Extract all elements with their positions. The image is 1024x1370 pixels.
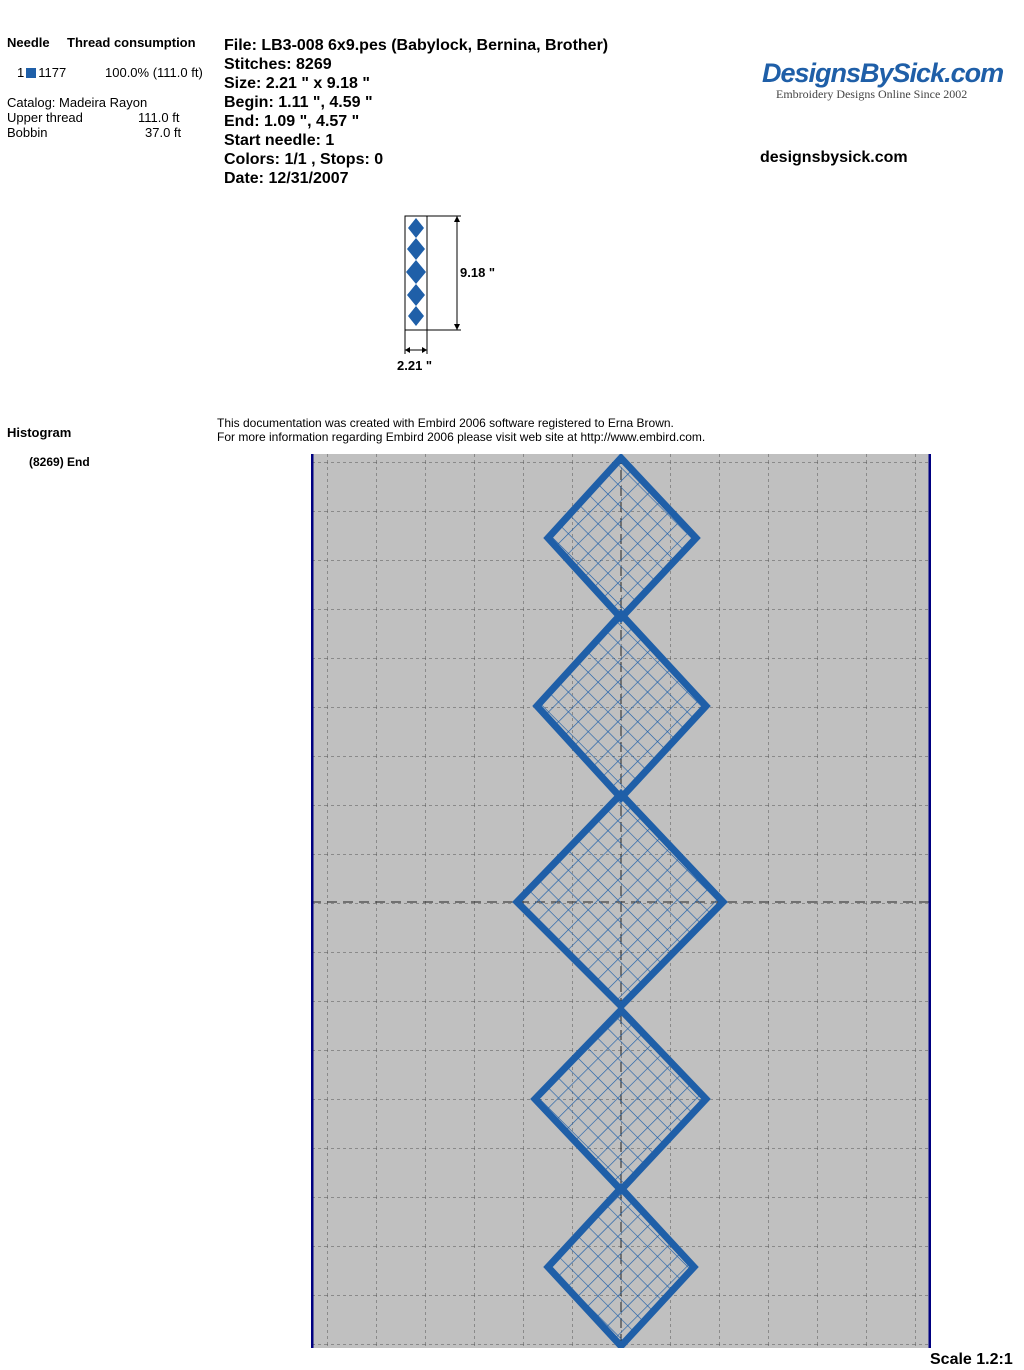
file-name: File: LB3-008 6x9.pes (Babylock, Bernina, Brother) <box>224 37 609 54</box>
brand-website: designsbysick.com <box>760 149 908 166</box>
thumbnail-width-label: 2.21 " <box>397 358 433 373</box>
thread-consumption-value: 100.0% (111.0 ft) <box>105 65 203 80</box>
scale-label: Scale 1.2:1 <box>930 1351 1013 1368</box>
thumbnail-height-label: 9.18 " <box>460 265 496 280</box>
credits-line-2: For more information regarding Embird 2006 please visit web site at http://www.embird.com. <box>217 430 706 444</box>
file-info <box>224 36 608 188</box>
design-size: Size: 2.21 " x 9.18 " <box>224 75 370 92</box>
histogram-title: Histogram <box>7 425 72 440</box>
needle-header: Needle <box>7 35 50 50</box>
design-date: Date: 12/31/2007 <box>224 170 349 187</box>
upper-thread-label: Upper thread <box>7 110 83 125</box>
catalog-label: Catalog: Madeira Rayon <box>7 95 148 110</box>
start-needle: Start needle: 1 <box>224 132 335 149</box>
thread-color-swatch <box>26 68 36 78</box>
brand-logo: DesignsBySick.com <box>762 58 1004 88</box>
credits-line-1: This documentation was created with Embird 2006 software registered to Erna Brown. <box>217 416 674 430</box>
histogram-entry: (8269) End <box>29 455 90 469</box>
design-thumbnail <box>395 210 515 380</box>
hoop-preview <box>311 454 931 1348</box>
credits <box>217 416 705 444</box>
begin-point: Begin: 1.11 ", 4.59 " <box>224 94 373 111</box>
needle-number: 1 <box>17 65 25 80</box>
stitch-count: Stitches: 8269 <box>224 56 332 73</box>
stitch-preview-canvas <box>311 454 931 1348</box>
end-point: End: 1.09 ", 4.57 " <box>224 113 360 130</box>
brand-tagline: Embroidery Designs Online Since 2002 <box>776 87 968 101</box>
thread-color-code: 1177 <box>38 65 67 80</box>
bobbin-value: 37.0 ft <box>145 125 182 140</box>
upper-thread-value: 111.0 ft <box>138 110 180 125</box>
thread-consumption-header: Thread consumption <box>67 35 196 50</box>
thread-row <box>17 65 66 80</box>
bobbin-label: Bobbin <box>7 125 48 140</box>
colors-stops: Colors: 1/1 , Stops: 0 <box>224 151 384 168</box>
